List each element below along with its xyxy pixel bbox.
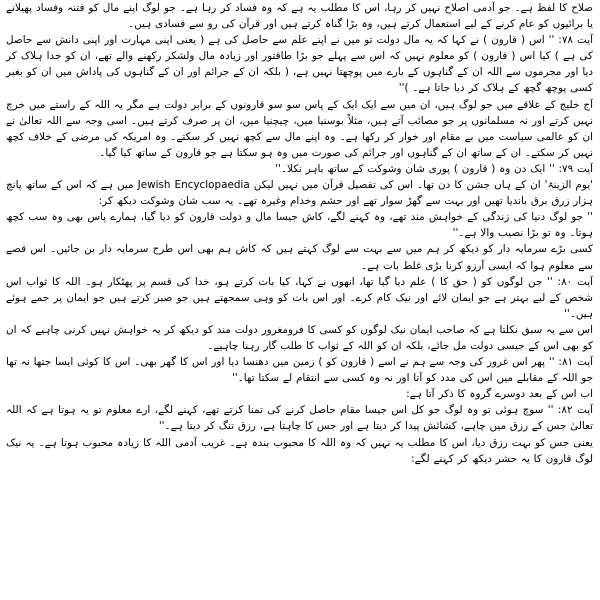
paragraph-wishing-for-wealth: کسی بڑے سرمایہ دار کو دیکھ کر ہم میں سے بہت سے لوگ کہتے ہیں کہ کاش ہم بھی اس طرح سرمایہ دار بن جائیں۔ اس قصے سے معلوم ہوا کہ ایسی آرزو کرنا بڑی غلط بات ہے۔ — [6, 243, 593, 272]
paragraph-ayah-78: آیت ۷۸: '' اس ( قارون ) نے کہا کہ یہ مال دولت تو میں نے اپنے علم سے حاصل کی ہے ( یعنی اپنی مہارت اور اپنی دانش سے حاصل کی ہے ) کیا اس ( قارون ) کو معلوم نہیں کہ اس سے پہلے جو بڑا طاقتور اور زیادہ مال ولشکر رکھنے والے تھے، ان کو خدا ہلاک کر دیا اور مجرموں سے اللہ ان کے گناہوں کے بارے میں پوچھتا نہیں ہے، ( بلکہ ان کے جرائم اور ان کے گناہوں کی پاداش میں ان کو بغیر کسی پوچھ گچھ کے ہلاک کر دیا جاتا ہے۔ )'' — [6, 34, 593, 95]
paragraph-worldly-wishers: '' جو لوگ دنیا کی زندگی کے خواہش مند تھے، وہ کہنے لگے، کاش جیسا مال و دولت قارون کو دیا گیا، ہمارے پاس بھی وہ سب کچھ ہوتا۔ وہ تو بڑا نصیب والا ہے۔'' — [6, 211, 593, 240]
paragraph-beloved-servant: یعنی جس کو بہت رزق دیا، اس کا مطلب یہ نہیں کہ وہ اللہ کا محبوب بندہ ہے۔ غریب آدمی اللہ کا زیادہ محبوب ہوتا ہے۔ یہ نیک لوگ قارون کا یہ حشر دیکھ کر کہنے لگے: — [6, 436, 593, 465]
paragraph-ayah-81: آیت ۸۱: '' پھر اس غرور کی وجہ سے ہم نے اسے ( قارون کو ) زمین میں دھنسا دیا اور اس کا گھر بھی۔ اس کا کوئی ایسا جتھا نہ تھا جو اللہ کے مقابلے میں اس کی مدد کو آتا اور نہ وہ کسی سے انتقام لے سکتا تھا۔'' — [6, 356, 593, 385]
paragraph-gulf-wealth: آج خلیج کے علاقے میں جو لوگ ہیں، ان میں سے ایک ایک کے پاس سو سو قارونوں کے برابر دولت ہے مگر یہ اللہ کے راستے میں خرچ نہیں کرتے اور نہ مسلمانوں پر جو مصائب آتے ہیں، مثلاً بوسنیا میں، چیچنیا میں، ان پر صرف کرتے ہیں۔ اسی وجہ سے اللہ تعالیٰ نے ان کو عالمی سیاست میں بے مقام اور خوار کر رکھا ہے۔ وہ اپنے مال سے کچھ نہیں کر سکتے۔ وہ امریکہ کی مرضی کے خلاف کچھ نہیں کر سکتے۔ ان کے ساتھ ان کے گناہوں اور جرائم کی صورت میں وہ ہو سکتا ہے جو قارون کے ساتھ کیا گیا۔ — [6, 98, 593, 159]
paragraph-ayah-79: آیت ۷۹: '' ایک دن وہ ( قارون ) پوری شان وشوکت کے ساتھ باہر نکلا۔'' — [275, 162, 593, 175]
paragraph-ayah-82: آیت ۸۲: '' سوچ ہوئی تو وہ لوگ جو کل اس جیسا مقام حاصل کرنے کی تمنا کرتے تھے، کہنے لگے، ارے معلوم تو یہ ہوتا ہے کہ اللہ تعالیٰ جس کے رزق میں چاہے، کشائش پیدا کر دیتا ہے اور جس کا چاہتا ہے، رزق تنگ کر دیتا ہے۔'' — [6, 404, 593, 433]
paragraph-lesson: اس سے یہ سبق نکلتا ہے کہ صاحب ایمان نیک لوگوں کو کسی کا فرومغرور دولت مند کو دیکھ کر یہ خواہش نہیں کرنی چاہیے کہ ان کو بھی اس کے جیسی دولت مل جائے، بلکہ ان کو اللہ کے ثواب کا طلب گار رہنا چاہیے۔ — [6, 323, 593, 352]
paragraph-day-of-adornment: 'یوم الزینۃ' ان کے ہاں جشن کا دن تھا۔ اس کی تفصیل قرآن میں نہیں لیکن Jewish Encyclopaedia میں ہے کہ اس کے ساتھ پانچ ہزار زرق برق بانديا تھیں اور بہت سے گھڑ سوار تھے اور حشم وخدام وغیرہ تھے۔ یہ سب شان وشوکت دیکھ کر: — [6, 179, 593, 208]
paragraph-second-group: اب اس کے بعد دوسرے گروہ کا ذکر آتا ہے: — [406, 388, 593, 401]
paragraph-salah: صلاح کا لفظ ہے۔ جو آدمی اصلاح نہیں کر رہا، اس کا مطلب یہ ہے کہ وہ فساد کر رہا ہے۔ جو لوگ اپنے مال کو فتنہ وفساد پھیلانے یا برائیوں کو عام کرنے کے لیے استعمال کرتے ہیں، وہ بڑا گناہ کرتے ہیں اور قرآن کی رو سے فسادی ہیں۔ — [6, 2, 593, 31]
paragraph-ayah-80: آیت ۸۰: '' جن لوگوں کو ( حق کا ) علم دیا گیا تھا، انھوں نے کہا، کیا بات کرتے ہو، خدا کی قسم پر پھٹکار ہو۔ اللہ کا ثواب اس شخص کے لیے بہتر ہے جو ایمان لائے اور نیک کام کرے۔ اور اس بات کو وہی سمجھتے ہیں جو صبر کرتے ہیں جو ایمان پر جمے ہوئے ہیں۔'' — [6, 275, 593, 320]
